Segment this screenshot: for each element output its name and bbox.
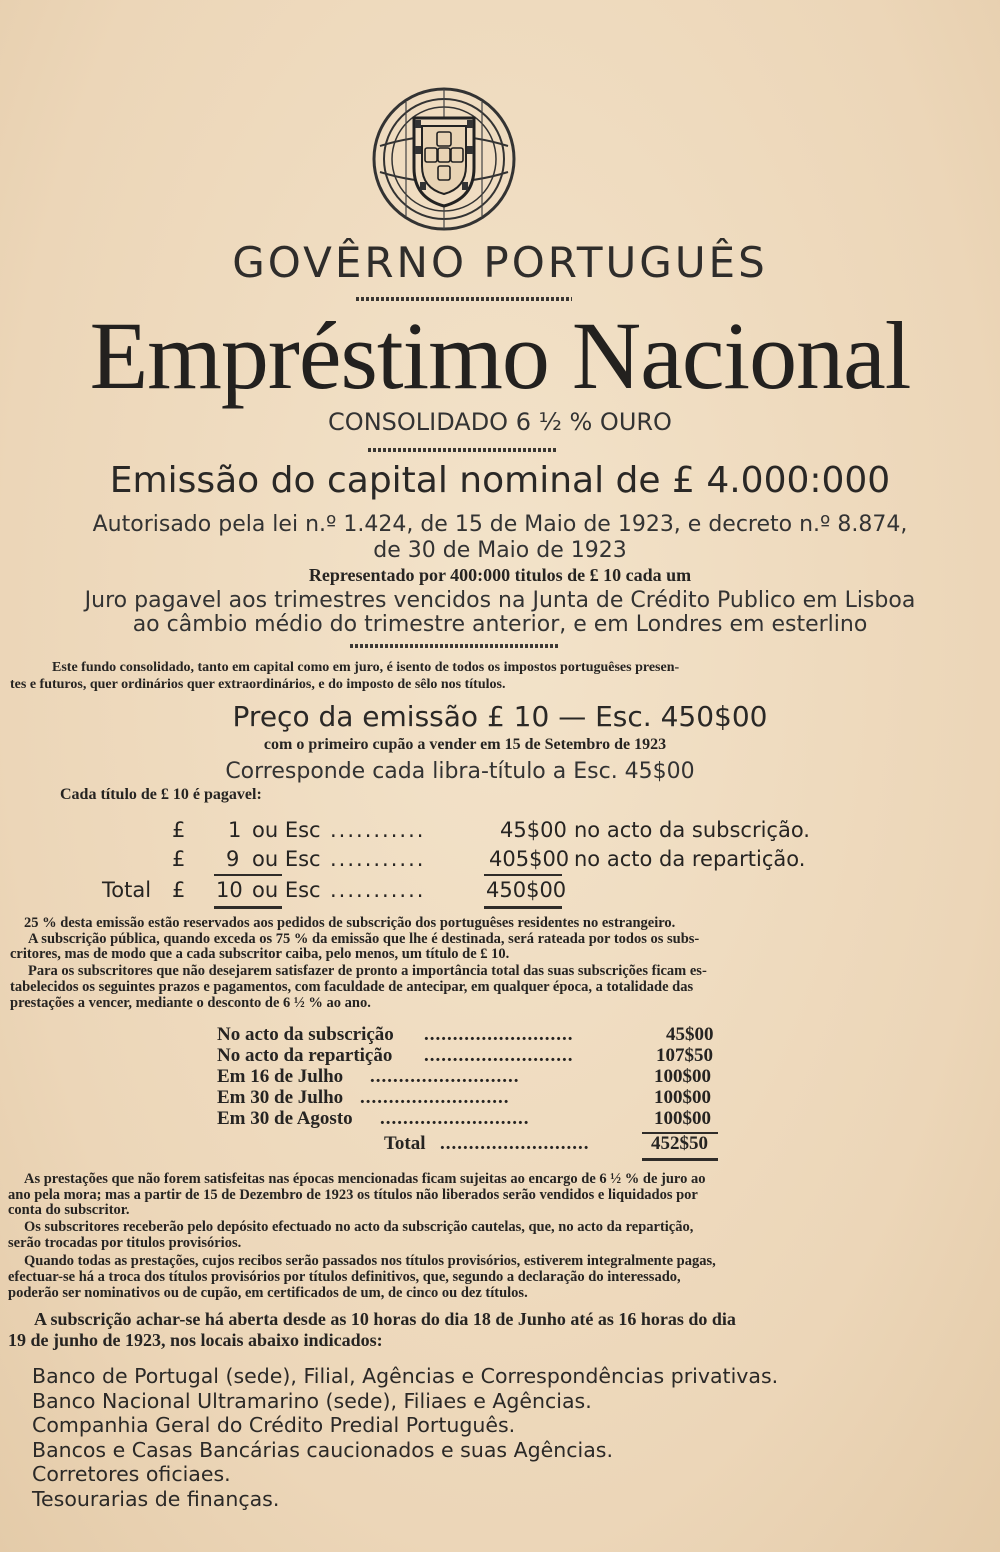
payment-leader: ...........: [330, 878, 426, 902]
schedule-label: No acto da subscrição: [217, 1024, 394, 1045]
table-row: [172, 818, 185, 842]
payment-or-esc: ou Esc: [252, 818, 321, 842]
schedule-leader: ..........................: [360, 1087, 510, 1108]
schedule-total-value: 452$50: [651, 1133, 708, 1154]
sum-rule: [214, 874, 282, 876]
issue-heading: Emissão do capital nominal de £ 4.000:000: [109, 460, 891, 501]
schedule-value: 100$00: [654, 1108, 711, 1129]
paragraph-line: Para os subscritores que não desejarem satisfazer de pronto a importância total das suas subscrições ficam es-: [28, 963, 707, 979]
paragraph-line: tabelecidos os seguintes prazos e pagamentos, com faculdade de antecipar, em qualquer época, a totalidade das: [10, 979, 694, 995]
each-title-line: Cada título de £ 10 é pagavel:: [60, 786, 262, 803]
payment-value: 450$00: [486, 878, 567, 902]
divider: [368, 448, 558, 452]
tax-note-line-1: Este fundo consolidado, tanto em capital como em juro, é isento de todos os impostos portuguêses presen-: [52, 660, 680, 675]
schedule-value: 100$00: [654, 1066, 711, 1087]
coupon-line: com o primeiro cupão a vender em 15 de Setembro de 1923: [263, 736, 667, 753]
payment-or-esc: ou Esc: [252, 878, 321, 902]
interest-line-2: ao câmbio médio do trimestre anterior, e em Londres em esterlino: [132, 612, 868, 637]
sum-rule: [484, 874, 562, 876]
payment-amount: 1: [228, 818, 242, 842]
schedule-label: Em 30 de Julho: [217, 1087, 344, 1108]
authorization-line-2: de 30 de Maio de 1923: [373, 538, 627, 563]
paragraph-line: efectuar-se há a troca dos títulos provisórios por títulos definitivos, que, segundo a declaração do interessado,: [8, 1269, 681, 1285]
list-item: Companhia Geral do Crédito Predial Português.: [32, 1413, 516, 1437]
paragraph-line: A subscrição pública, quando exceda os 75 % da emissão que lhe é destinada, será rateada por todos os subs-: [28, 931, 700, 947]
list-item: Tesourarias de finanças.: [32, 1487, 280, 1511]
schedule-total-label: Total: [384, 1133, 426, 1154]
paragraph-line: Quando todas as prestações, cujos recibos serão passados nos títulos provisórios, estiverem integralmente pagas,: [24, 1253, 716, 1269]
represented-line: Representado por 400:000 titulos de £ 10 cada um: [308, 565, 692, 585]
opening-line-1: A subscrição achar-se há aberta desde as 10 horas do dia 18 de Junho até as 16 horas do dia: [34, 1309, 736, 1329]
paragraph-line: serão trocadas por titulos provisórios.: [8, 1235, 242, 1251]
schedule-label: Em 16 de Julho: [217, 1066, 344, 1087]
page-title: Empréstimo Nacional: [89, 302, 911, 409]
paragraph-line: conta do subscritor.: [8, 1202, 130, 1218]
coat-of-arms-icon: [370, 86, 518, 232]
payment-amount: 9: [226, 847, 240, 871]
schedule-label: Em 30 de Agosto: [217, 1108, 353, 1129]
paragraph-line: poderão ser nominativos ou de cupão, em certificados de um, de cinco ou dez títulos.: [8, 1285, 528, 1301]
total-rule: [642, 1158, 718, 1161]
correspond-line: Corresponde cada libra-título a Esc. 45$00: [225, 759, 695, 784]
list-item: Banco Nacional Ultramarino (sede), Filiaes e Agências.: [32, 1389, 592, 1413]
paragraph-line: ano pela mora; mas a partir de 15 de Dezembro de 1923 os títulos não liberados serão vendidos e liquidados por: [8, 1187, 698, 1203]
payment-value: 405$00: [489, 847, 570, 871]
pound-sign: £: [172, 878, 186, 902]
payment-or-esc: ou Esc: [252, 847, 321, 871]
total-rule: [484, 906, 562, 909]
paragraph-line: 25 % desta emissão estão reservados aos pedidos de subscrição dos portuguêses residentes no estrangeiro.: [24, 915, 676, 931]
payment-leader: ...........: [330, 847, 426, 871]
total-rule: [214, 906, 282, 909]
schedule-leader: ..........................: [370, 1066, 520, 1087]
payment-value: 45$00: [500, 818, 567, 842]
list-item: Banco de Portugal (sede), Filial, Agências e Correspondências privativas.: [32, 1364, 779, 1388]
payment-when: no acto da repartição.: [574, 847, 806, 871]
paragraph-line: Os subscritores receberão pelo depósito efectuado no acto da subscrição cautelas, que, no acto da repartição,: [24, 1219, 694, 1235]
schedule-leader: ..........................: [440, 1133, 590, 1154]
opening-line-2: 19 de junho de 1923, nos locais abaixo indicados:: [8, 1330, 383, 1350]
schedule-leader: ..........................: [424, 1045, 574, 1066]
tax-note-line-2: tes e futuros, quer ordinários quer extraordinários, e do imposto de sêlo nos títulos.: [10, 677, 506, 692]
payment-when: no acto da subscrição.: [574, 818, 810, 842]
paragraph-line: As prestações que não forem satisfeitas nas épocas mencionadas ficam sujeitas ao encargo de 6 ½ % de juro ao: [24, 1171, 706, 1187]
schedule-leader: ..........................: [380, 1108, 530, 1129]
list-item: Corretores oficiaes.: [32, 1462, 231, 1486]
paragraph-line: prestações a vencer, mediante o desconto de 6 ½ % ao ano.: [10, 995, 371, 1011]
pound-sign: £: [172, 847, 186, 871]
pound-sign: £: [172, 818, 186, 842]
payment-amount: 10: [216, 878, 243, 902]
schedule-value: 107$50: [656, 1045, 713, 1066]
schedule-value: 45$00: [666, 1024, 714, 1045]
schedule-leader: ..........................: [424, 1024, 574, 1045]
government-heading: GOVÊRNO PORTUGUÊS: [232, 238, 768, 287]
paragraph-line: critores, mas de modo que a cada subscritor caiba, pelo menos, um título de £ 10.: [10, 946, 510, 962]
payment-total-label: Total: [102, 878, 152, 902]
interest-line-1: Juro pagavel aos trimestres vencidos na Junta de Crédito Publico em Lisboa: [84, 588, 916, 613]
list-item: Bancos e Casas Bancárias caucionados e suas Agências.: [32, 1438, 613, 1462]
divider: [350, 644, 560, 648]
schedule-label: No acto da repartição: [217, 1045, 393, 1066]
page-subtitle: CONSOLIDADO 6 ½ % OURO: [328, 408, 672, 436]
authorization-line-1: Autorisado pela lei n.º 1.424, de 15 de Maio de 1923, e decreto n.º 8.874,: [92, 512, 908, 537]
schedule-value: 100$00: [654, 1087, 711, 1108]
payment-leader: ...........: [330, 818, 426, 842]
price-line: Preço da emissão £ 10 — Esc. 450$00: [232, 700, 768, 733]
